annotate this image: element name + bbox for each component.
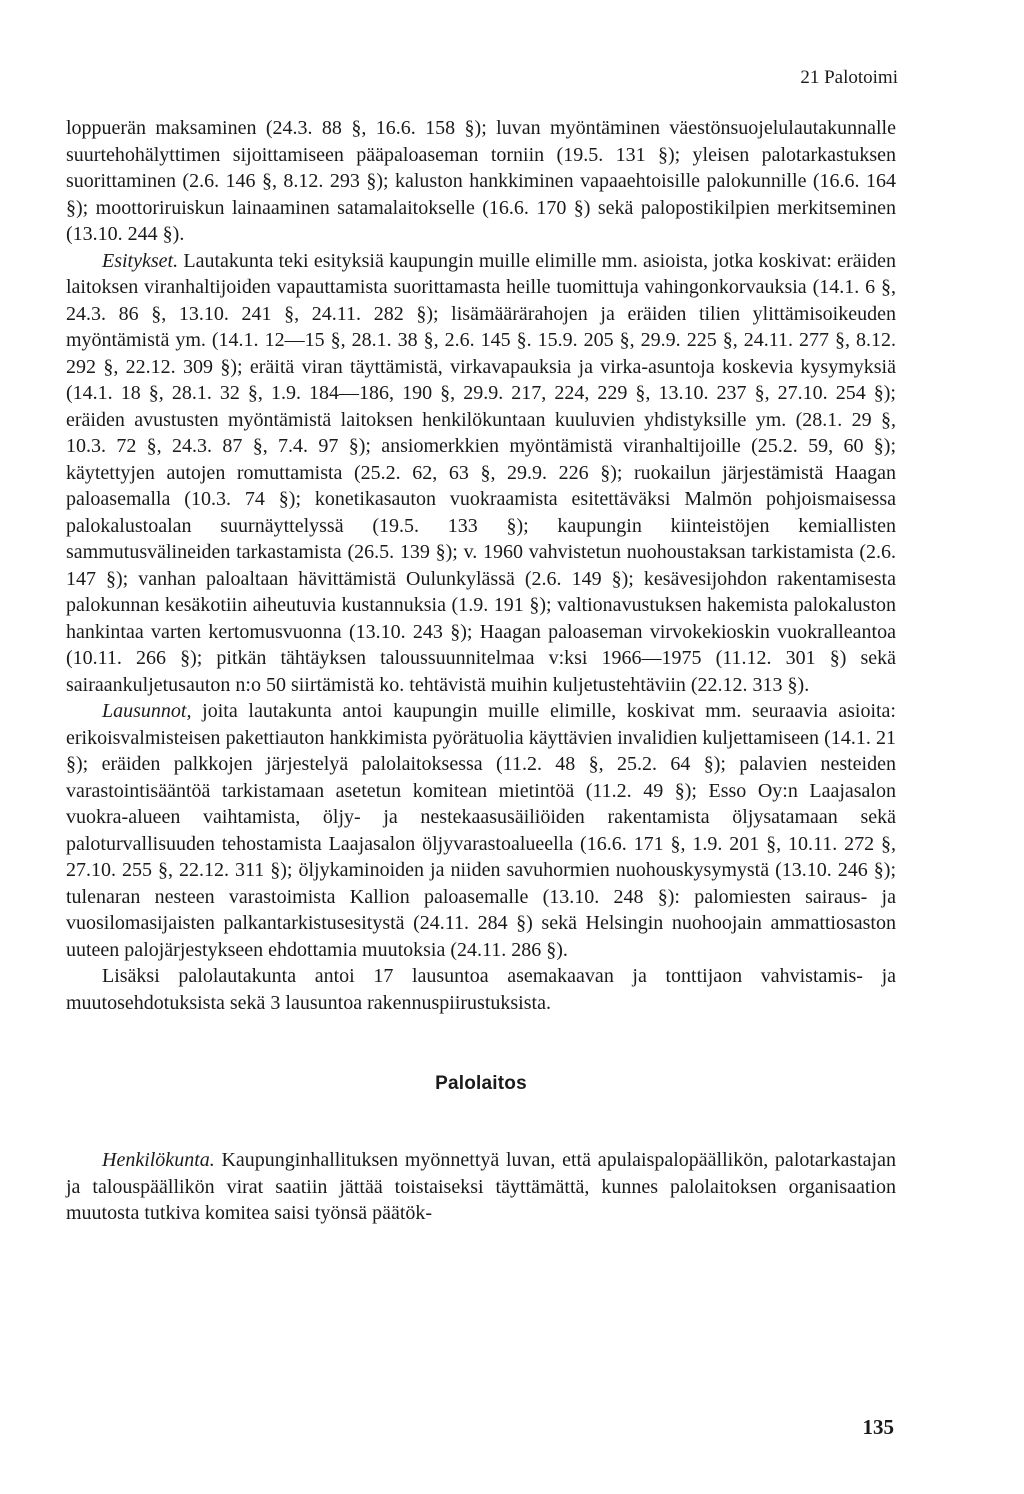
run-in-heading: Esitykset. (102, 249, 179, 272)
run-in-heading: Lausunnot, (102, 700, 192, 722)
paragraph-text: Lautakunta teki esityksiä kaupungin muille elimille mm. asioista, jotka koskivat: eräiden laitoksen viranhaltijoiden vapauttamista suorittamasta heille tuomittuja vahingonkorvauksia (14.1. 6 §, 24.3. 86 §, 13.10. 241 §, 24.11. 282 §); lisämäärärahojen ja eräiden tilien ylittämisoikeuden myöntämistä ym. (14.1. 12—15 §, 28.1. 38 §, 2.6. 145 §. 15.9. 205 §, 29.9. 225 §, 24.11. 277 §, 8.12. 292 §, 22.12. 309 §); eräitä viran täyttämistä, virkavapauksia ja virka-asuntoja koskevia kysymyksiä (14.1. 18 §, 28.1. 32 §, 1.9. 184—186, 190 §, 29.9. 217, 224, 229 §, 13.10. 237 §, 27.10. 254 §); eräiden avustusten myöntämistä laitoksen henkilökuntaan kuuluvien yhdistyksille ym. (28.1. 29 §, 10.3. 72 §, 24.3. 87 §, 7.4. 97 §); ansiomerkkien myöntämistä viranhaltijoille (25.2. 59, 60 §); käytettyjen autojen romuttamista (25.2. 62, 63 §, 29.9. 226 §); ruokailun järjestämistä Haagan paloasemalla (10.3. 74 §); konetikasauton vuokraamista esitettäväksi Malmön pohjoismaisessa palokalustoalan suurnäyttelyssä (19.5. 133 §); kaupungin kiinteistöjen kemiallisten sammutusvälineiden tarkastamista (26.5. 139 §); v. 1960 vahvistetun nuohoustaksan tarkistamista (2.6. 147 §); vanhan paloaltaan hävittämistä Oulunkylässä (2.6. 149 §); kesävesijohdon rakentamisesta palokunnan kesäkotiin aiheutuvia kustannuksia (1.9. 191 §); valtionavustuksen hakemista palokaluston hankintaa varten kertomusvuonna (13.10. 243 §); Haagan paloaseman virvokekioskin vuokralleantoa (10.11. 266 §); pitkän tähtäyksen taloussuunnitelmaa v:ksi 1966—1975 (11.12. 301 §) sekä sairaankuljetusauton n:o 50 siirtämistä ko. tehtävistä muihin kuljetustehtäviin (22.12. 313 §). (66, 249, 896, 696)
paragraph-text: loppuerän maksaminen (24.3. 88 §, 16.6. 158 §); luvan myöntäminen väestönsuojelulautakunnalle suurtehohälyttimen sijoittamiseen pääpaloaseman torniin (19.5. 131 §); yleisen palotarkastuksen suorittaminen (2.6. 146 §, 8.12. 293 §); kaluston hankkiminen vapaaehtoisille palokunnille (16.6. 164 §); moottoriruiskun lainaaminen satamalaitokselle (16.6. 170 §) sekä palopostikilpien merkitseminen (13.10. 244 §). (66, 117, 896, 245)
run-in-heading: Henkilökunta. (102, 1149, 215, 1171)
paragraph-henkilokunta (66, 1147, 896, 1227)
paragraph-text: Lisäksi palolautakunta antoi 17 lausuntoa asemakaavan ja tonttijaon vahvistamis- ja muutosehdotuksista sekä 3 lausuntoa rakennuspiirustuksista. (66, 965, 896, 1014)
paragraph-lausunnot (66, 698, 896, 963)
paragraph-esitykset (66, 248, 896, 699)
body-text (66, 115, 896, 1227)
paragraph-lisaksi (66, 963, 896, 1016)
paragraph-continuation (66, 115, 896, 248)
section-heading: Palolaitos (435, 1073, 527, 1094)
running-head: 21 Palotoimi (800, 67, 898, 88)
paragraph-text: Kaupunginhallituksen myönnettyä luvan, että apulaispalopäällikön, palotarkastajan ja talouspäällikön virat saatiin jättää toistaiseksi täyttämättä, kunnes palolaitoksen organisaation muutosta tutkiva komitea saisi työnsä päätök- (66, 1149, 896, 1224)
paragraph-text: joita lautakunta antoi kaupungin muille elimille, koskivat mm. seuraavia asioita: erikoisvalmisteisen pakettiauton hankkimista pyörätuolia käyttävien invalidien kuljettamiseen (14.1. 21 §); eräiden palkkojen järjestelyä palolaitoksessa (11.2. 48 §, 25.2. 64 §); palavien nesteiden varastointisääntöä tarkistamaan asetetun komitean mietintöä (11.2. 49 §); Esso Oy:n Laajasalon vuokra-alueen vaihtamista, öljy- ja nestekaasusäiliöiden rakentamista öljysatamaan sekä paloturvallisuuden tehostamista Laajasalon öljyvarastoalueella (16.6. 171 §, 1.9. 201 §, 10.11. 272 §, 27.10. 255 §, 22.12. 311 §); öljykaminoiden ja niiden savuhormien nuohouskysymystä (13.10. 246 §); tulenaran nesteen varastoimista Kallion paloasemalle (13.10. 248 §): palomiesten sairaus- ja vuosilomasijaisten palkantarkistusesitystä (24.11. 284 §) sekä Helsingin nuohoojain ammattiosaston uuteen palojärjestykseen ehdottamia muutoksia (24.11. 286 §). (66, 700, 896, 961)
page-number: 135 (862, 1415, 894, 1439)
